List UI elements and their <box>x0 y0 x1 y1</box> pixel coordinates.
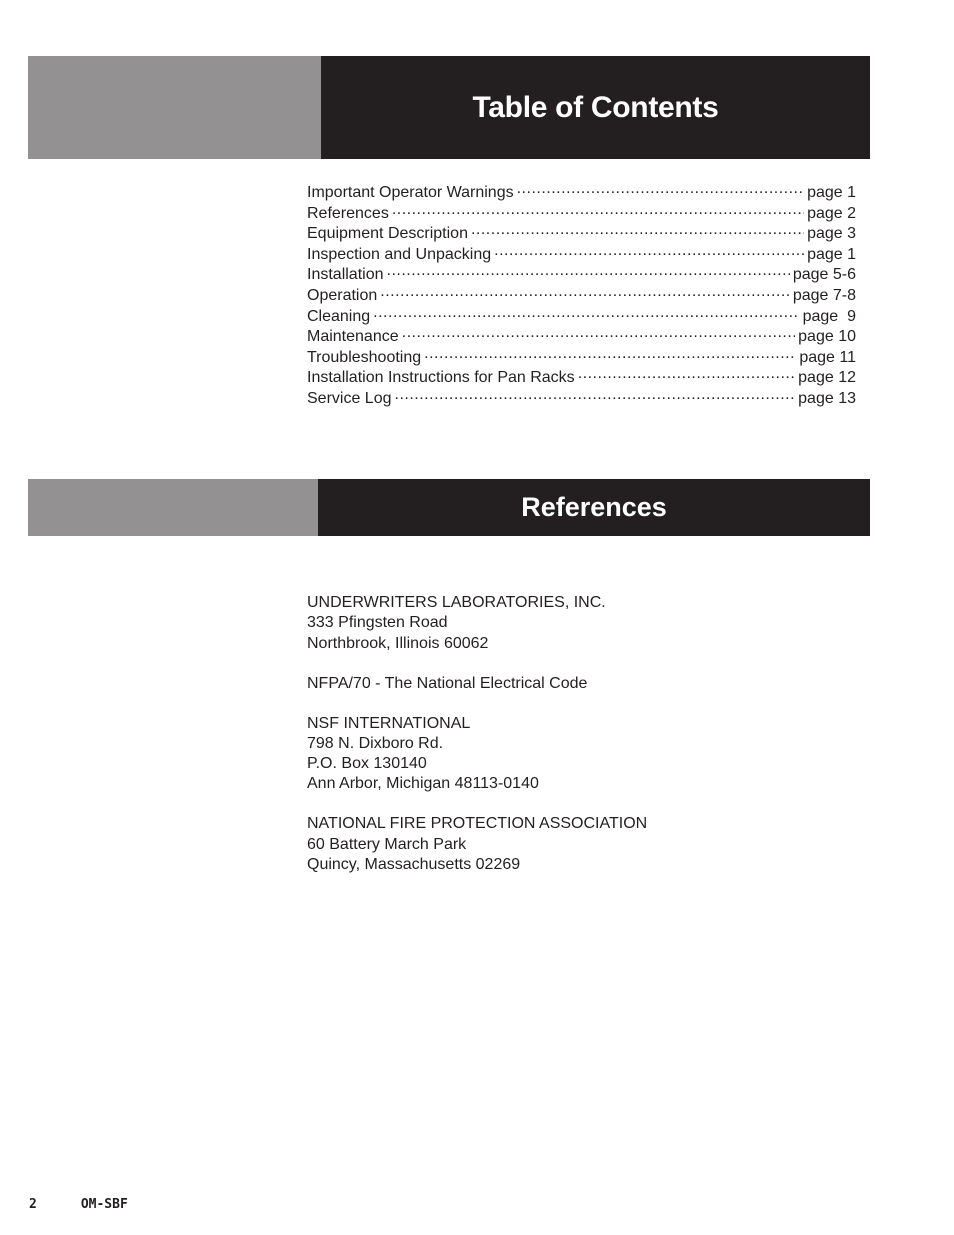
toc-leader-dots <box>395 387 796 403</box>
toc-entry <box>307 305 856 326</box>
references-header-grey-block <box>28 479 318 536</box>
reference-entry <box>307 674 827 694</box>
reference-line: NATIONAL FIRE PROTECTION ASSOCIATION <box>307 815 648 833</box>
toc-entry-page: page 2 <box>807 204 856 222</box>
toc-entry <box>307 366 856 387</box>
toc-entry-page: page 7-8 <box>792 286 856 304</box>
toc-leader-dots <box>387 263 790 279</box>
toc-entry-page: page 1 <box>807 184 856 201</box>
toc-leader-dots <box>578 366 795 382</box>
toc-header-band <box>28 56 870 159</box>
reference-entry <box>307 593 827 654</box>
toc-entry-title: Important Operator Warnings <box>307 184 514 201</box>
toc-entry-page: page 11 <box>799 348 856 366</box>
reference-line: NFPA/70 - The National Electrical Code <box>307 674 588 692</box>
document-code: OM-SBF <box>80 1197 128 1212</box>
page-footer <box>29 1197 128 1212</box>
toc-list <box>307 181 856 408</box>
toc-entry <box>307 263 856 284</box>
toc-leader-dots <box>471 222 804 238</box>
reference-entry <box>307 714 827 795</box>
toc-entry <box>307 202 856 223</box>
toc-entry-title: Operation <box>307 286 378 304</box>
toc-entry <box>307 222 856 243</box>
toc-entry-page: page 12 <box>798 369 856 387</box>
references-header-band <box>28 479 870 536</box>
toc-entry-page: page 5-6 <box>792 266 856 284</box>
reference-line: Ann Arbor, Michigan 48113-0140 <box>307 775 539 793</box>
reference-entry <box>307 814 827 875</box>
toc-entry <box>307 284 856 305</box>
toc-leader-dots <box>373 305 799 321</box>
reference-line: UNDERWRITERS LABORATORIES, INC. <box>307 594 606 611</box>
reference-line: 333 Pfingsten Road <box>307 614 448 632</box>
toc-leader-dots <box>392 202 804 218</box>
toc-header-grey-block <box>28 56 321 159</box>
reference-line: 798 N. Dixboro Rd. <box>307 734 444 752</box>
references-header-dark-block <box>318 479 870 536</box>
toc-leader-dots <box>402 325 796 341</box>
reference-line: P.O. Box 130140 <box>307 755 427 773</box>
reference-line: 60 Battery March Park <box>307 835 467 853</box>
reference-line: NSF INTERNATIONAL <box>307 714 471 732</box>
toc-entry <box>307 181 856 202</box>
toc-entry-title: Installation <box>307 266 384 284</box>
reference-line: Quincy, Massachusetts 02269 <box>307 856 521 874</box>
toc-entry-page: page 3 <box>807 225 856 243</box>
reference-line: Northbrook, Illinois 60062 <box>307 634 489 652</box>
toc-entry-title: Troubleshooting <box>307 348 422 366</box>
toc-entry <box>307 243 856 264</box>
toc-heading: Table of Contents <box>472 90 719 124</box>
toc-leader-dots <box>424 346 796 362</box>
toc-entry-page: page 13 <box>798 389 856 407</box>
toc-header-dark-block <box>321 56 870 159</box>
toc-entry-title: Equipment Description <box>307 225 468 243</box>
references-heading: References <box>521 492 667 522</box>
toc-entry <box>307 346 856 367</box>
toc-entry-title: Inspection and Unpacking <box>307 245 492 263</box>
references-list <box>307 593 827 895</box>
page-number: 2 <box>29 1197 37 1212</box>
toc-entry-title: Maintenance <box>307 328 399 346</box>
toc-entry-page: page 10 <box>798 328 856 346</box>
toc-leader-dots <box>380 284 790 300</box>
toc-entry-page: page 9 <box>802 307 856 325</box>
toc-entry <box>307 325 856 346</box>
toc-entry-page: page 1 <box>807 245 856 263</box>
toc-entry-title: References <box>307 204 389 222</box>
toc-entry <box>307 387 856 408</box>
toc-entry-title: Installation Instructions for Pan Racks <box>307 369 575 387</box>
toc-leader-dots <box>517 181 804 197</box>
toc-entry-title: Cleaning <box>307 307 371 325</box>
toc-leader-dots <box>494 243 804 259</box>
toc-entry-title: Service Log <box>307 389 392 407</box>
